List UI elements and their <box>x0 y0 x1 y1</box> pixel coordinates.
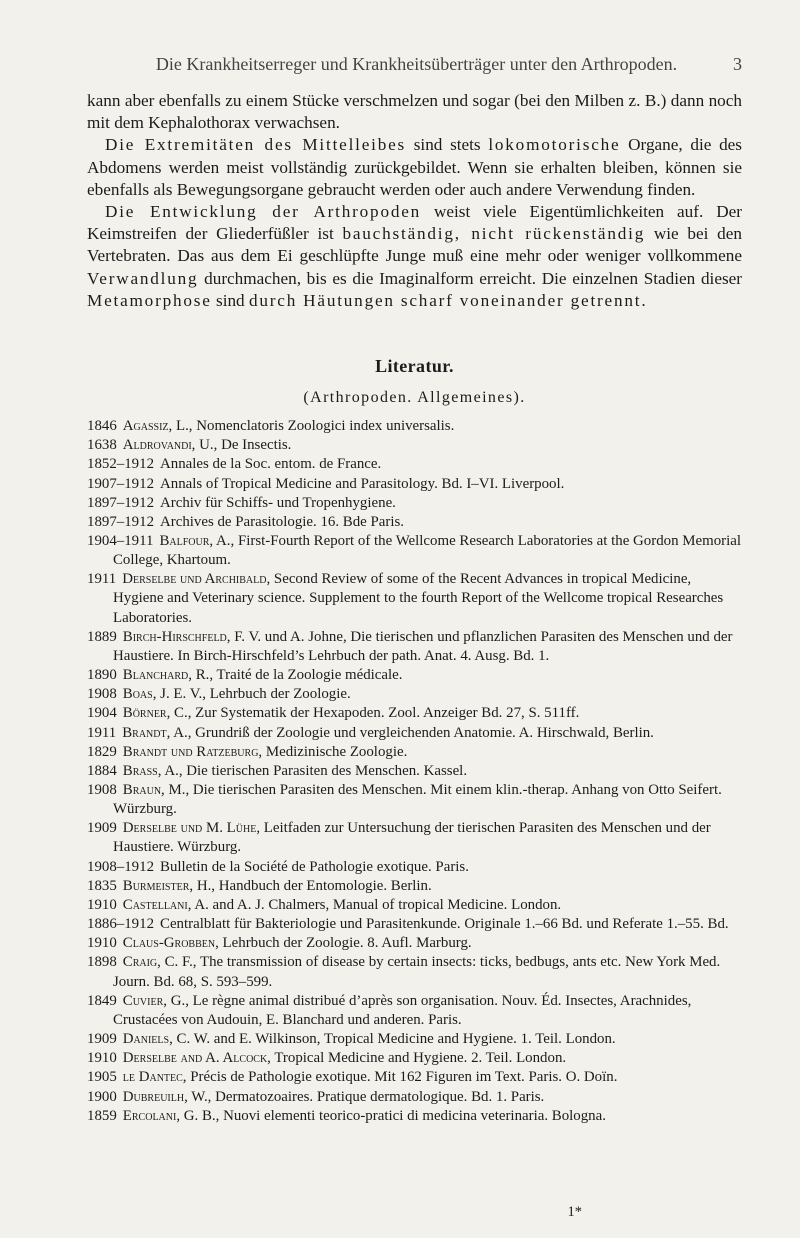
reference-entry <box>87 570 742 627</box>
reference-year: 1829 <box>87 743 117 760</box>
reference-entry <box>87 992 742 1030</box>
reference-author: Daniels, <box>122 1031 173 1048</box>
reference-entry <box>87 858 742 877</box>
reference-author: Börner, <box>122 705 171 722</box>
text-run: durchmachen, bis es die Imaginalform erreicht. Die einzelnen Stadien dieser <box>198 268 742 288</box>
reference-author: Blanchard, <box>122 667 192 684</box>
reference-title: G. B., Nuovi elementi teorico-pratici di medicina veterinaria. Bologna. <box>180 1107 606 1124</box>
reference-title: C. W. and E. Wilkinson, Tropical Medicine and Hygiene. 1. Teil. London. <box>172 1031 616 1048</box>
reference-title: Annales de la Soc. entom. de France. <box>160 456 382 473</box>
reference-title: Lehrbuch der Zoologie. 8. Aufl. Marburg. <box>218 935 472 952</box>
spaced-emphasis: Die Entwicklung der Arthropoden <box>105 202 422 222</box>
paragraph <box>87 134 742 201</box>
reference-year: 1910 <box>87 896 117 913</box>
reference-title: A. and A. J. Chalmers, Manual of tropical Medicine. London. <box>191 896 562 913</box>
running-header <box>100 54 742 75</box>
reference-year: 1897–1912 <box>87 494 155 511</box>
reference-entry <box>87 455 742 474</box>
spaced-emphasis: Metamorphose <box>87 290 212 310</box>
reference-title: Archiv für Schiffs- und Tropenhygiene. <box>160 494 396 511</box>
reference-title: Précis de Pathologie exotique. Mit 162 Figuren im Text. Paris. O. Doïn. <box>186 1069 618 1086</box>
reference-list <box>87 417 742 1126</box>
spaced-emphasis: bauchständig, nicht rückenständig <box>342 224 646 244</box>
reference-year: 1638 <box>87 437 117 454</box>
reference-entry <box>87 532 742 570</box>
reference-year: 1904–1911 <box>87 532 154 549</box>
signature-mark: 1* <box>567 1204 582 1220</box>
reference-entry <box>87 666 742 685</box>
body-text <box>87 90 742 312</box>
reference-author: Agassiz, <box>122 418 173 435</box>
reference-title: Archives de Parasitologie. 16. Bde Paris. <box>160 513 405 530</box>
page-number: 3 <box>733 54 742 74</box>
spaced-emphasis: Verwandlung <box>87 268 199 288</box>
reference-year: 1852–1912 <box>87 456 155 473</box>
reference-year: 1849 <box>87 992 117 1009</box>
reference-entry <box>87 436 742 455</box>
spaced-emphasis: Die Extremitäten des Mittelleibes <box>105 135 407 155</box>
reference-title: Bulletin de la Société de Pathologie exotique. Paris. <box>160 858 469 875</box>
reference-author: Boas, <box>122 686 157 703</box>
reference-author: Ercolani, <box>122 1107 181 1124</box>
text-run: sind <box>211 290 249 310</box>
reference-entry <box>87 1030 742 1049</box>
reference-entry <box>87 743 742 762</box>
reference-author: Derselbe und Archibald, <box>122 571 271 588</box>
reference-title: U., De Insectis. <box>195 437 292 454</box>
reference-title: A., Grundriß der Zoologie und vergleichenden Anatomie. A. Hirschwald, Berlin. <box>170 724 654 741</box>
spaced-emphasis: durch Häutungen scharf voneinander getrennt. <box>248 290 648 310</box>
reference-title: Tropical Medicine and Hygiene. 2. Teil. London. <box>270 1050 567 1067</box>
reference-title: Centralblatt für Bakteriologie und Parasitenkunde. Originale 1.–66 Bd. und Referate 1.–55. Bd. <box>160 916 729 933</box>
reference-entry <box>87 1088 742 1107</box>
reference-entry <box>87 513 742 532</box>
reference-entry <box>87 819 742 857</box>
reference-author: Aldrovandi, <box>122 437 196 454</box>
reference-year: 1900 <box>87 1088 117 1105</box>
reference-entry <box>87 1107 742 1126</box>
reference-entry <box>87 628 742 666</box>
reference-entry <box>87 1049 742 1068</box>
reference-entry <box>87 934 742 953</box>
reference-year: 1910 <box>87 935 117 952</box>
reference-title: C., Zur Systematik der Hexapoden. Zool. Anzeiger Bd. 27, S. 511ff. <box>170 705 580 722</box>
reference-title: J. E. V., Lehrbuch der Zoologie. <box>156 686 351 703</box>
reference-author: Castellani, <box>122 896 192 913</box>
reference-year: 1908 <box>87 686 117 703</box>
text-run: wie bei den Vertebraten. Das aus dem Ei geschlüpfte Junge muß eine mehr oder weniger vollkommene <box>87 224 742 266</box>
reference-entry <box>87 877 742 896</box>
reference-title: Second Review of some of the Recent Advances in tropical Medicine, Hygiene and Veterinary science. Supplement to the fourth Report of the Wellcome tropical Researches Laboratories. <box>113 571 724 626</box>
reference-author: Derselbe and A. Alcock, <box>122 1050 271 1067</box>
text-run: weist viele Eigentümlichkeiten auf. Der Keimstreifen der Gliederfüßler ist <box>87 202 742 244</box>
reference-year: 1909 <box>87 820 117 837</box>
reference-entry <box>87 475 742 494</box>
reference-entry <box>87 915 742 934</box>
reference-title: Medizinische Zoologie. <box>262 743 408 760</box>
reference-author: Burmeister, <box>122 877 194 894</box>
reference-title: R., Traité de la Zoologie médicale. <box>192 667 403 684</box>
reference-entry <box>87 896 742 915</box>
text-run: sind stets <box>406 135 489 155</box>
reference-title: A., Die tierischen Parasiten des Menschen. Kassel. <box>161 762 468 779</box>
reference-title: F. V. und A. Johne, Die tierischen und pflanzlichen Parasiten des Menschen und der Haustiere. In Birch-Hirschfeld’s Lehrbuch der path. Anat. 4. Ausg. Bd. 1. <box>113 628 733 664</box>
reference-entry <box>87 417 742 436</box>
literature-heading: Literatur. <box>375 356 454 377</box>
reference-year: 1846 <box>87 418 117 435</box>
reference-title: L., Nomenclatoris Zoologici index universalis. <box>172 418 455 435</box>
reference-title: A., First-Fourth Report of the Wellcome Research Laboratories at the Gordon Memorial College, Khartoum. <box>113 532 741 569</box>
reference-author: le Dantec, <box>122 1069 187 1086</box>
reference-title: Leitfaden zur Untersuchung der tierischen Parasiten des Menschen und der Haustiere. Würzburg. <box>113 820 711 856</box>
reference-year: 1910 <box>87 1050 117 1067</box>
reference-year: 1890 <box>87 667 117 684</box>
reference-title: G., Le règne animal distribué d’après son organisation. Nouv. Éd. Insectes, Arachnides, Crustacées von Audouin, E. Blanchard und anderen. Paris. <box>113 992 692 1028</box>
reference-author: Balfour, <box>159 532 214 549</box>
reference-entry <box>87 685 742 704</box>
reference-year: 1898 <box>87 954 117 971</box>
reference-author: Craig, <box>122 954 161 971</box>
reference-year: 1859 <box>87 1107 117 1124</box>
reference-title: Annals of Tropical Medicine and Parasitology. Bd. I–VI. Liverpool. <box>160 475 565 492</box>
reference-year: 1835 <box>87 877 117 894</box>
reference-year: 1911 <box>87 571 117 588</box>
reference-year: 1909 <box>87 1031 117 1048</box>
paragraph <box>87 201 742 312</box>
reference-year: 1884 <box>87 762 117 779</box>
reference-author: Brandt und Ratzeburg, <box>122 743 263 760</box>
reference-author: Cuvier, <box>122 992 167 1009</box>
reference-author: Braun, <box>122 782 165 798</box>
reference-year: 1905 <box>87 1069 117 1086</box>
reference-entry <box>87 724 742 743</box>
spaced-emphasis: lokomotorische <box>488 135 621 155</box>
page-body <box>87 90 742 1126</box>
reference-title: W., Dermatozoaires. Pratique dermatologique. Bd. 1. Paris. <box>187 1088 545 1105</box>
text-run: Organe, die des Abdomens werden meist vollständig zurückgebildet. Wenn sie erhalten bleiben, können sie ebenfalls als Bewegungsorgane gebraucht werden oder auch andere Verwendung finden. <box>87 135 742 199</box>
reference-author: Brass, <box>122 762 162 779</box>
reference-year: 1911 <box>87 724 117 741</box>
reference-entry <box>87 762 742 781</box>
reference-author: Dubreuilh, <box>122 1088 188 1105</box>
literature-subheading: (Arthropoden. Allgemeines). <box>303 389 526 407</box>
reference-year: 1908 <box>87 782 117 798</box>
reference-title: C. F., The transmission of disease by certain insects: ticks, bedbugs, ants etc. New York Med. Journ. Bd. 68, S. 593–599. <box>113 954 721 990</box>
reference-entry <box>87 953 742 991</box>
reference-entry <box>87 494 742 513</box>
reference-year: 1904 <box>87 705 117 722</box>
reference-author: Claus-Grobben, <box>122 935 219 952</box>
running-title: Die Krankheitserreger und Krankheitsüberträger unter den Arthropoden. <box>155 54 678 74</box>
reference-author: Brandt, <box>122 724 171 741</box>
reference-year: 1889 <box>87 628 117 645</box>
reference-year: 1897–1912 <box>87 513 155 530</box>
reference-year: 1907–1912 <box>87 475 155 492</box>
reference-entry <box>87 781 742 819</box>
reference-year: 1908–1912 <box>87 858 155 875</box>
reference-entry <box>87 1068 742 1087</box>
reference-title: H., Handbuch der Entomologie. Berlin. <box>193 877 432 894</box>
reference-author: Derselbe und M. Lühe, <box>122 820 261 837</box>
reference-year: 1886–1912 <box>87 916 155 933</box>
paragraph <box>87 90 742 134</box>
reference-title: M., Die tierischen Parasiten des Menschen. Mit einem klin.-therap. Anhang von Otto Seifert. Würzburg. <box>113 782 722 818</box>
reference-entry <box>87 704 742 723</box>
text-run: kann aber ebenfalls zu einem Stücke verschmelzen und sogar (bei den Milben z. B.) dann noch mit dem Kephalothorax verwachsen. <box>87 91 742 133</box>
reference-author: Birch-Hirschfeld, <box>122 628 231 645</box>
